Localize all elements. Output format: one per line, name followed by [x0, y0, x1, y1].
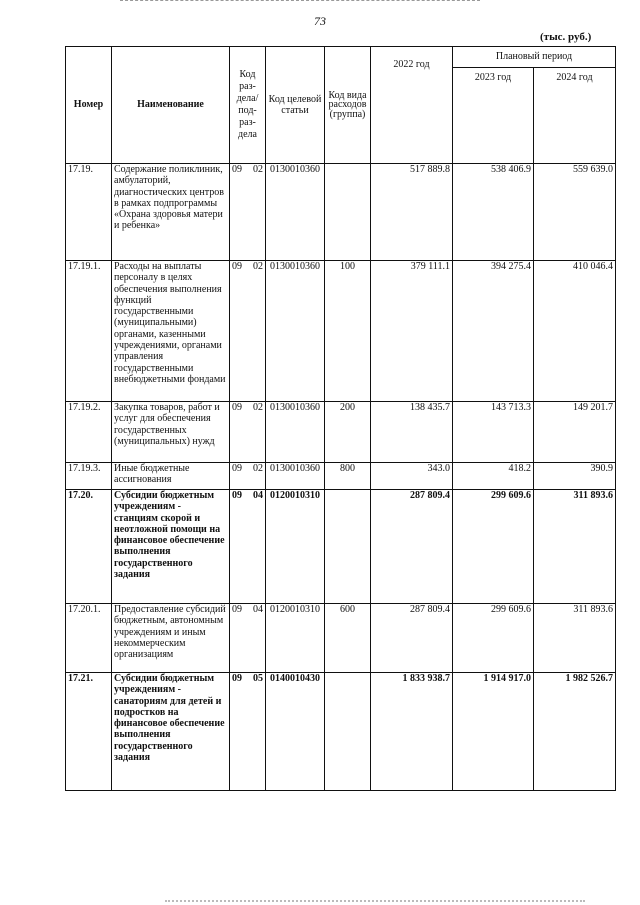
- row-expense-kind: [325, 164, 371, 261]
- row-target-code: 0130010360: [266, 402, 325, 463]
- row-section-code: [230, 164, 266, 261]
- row-number: 17.20.: [66, 490, 112, 604]
- row-name: Субсидии бюджетным учреждениям - санаториям для детей и подростков на финансовое обеспечение выполнения государственного задания: [112, 673, 230, 791]
- row-name: Содержание поликлиник, амбулаторий, диагностических центров в рамках подпрограммы «Охрана здоровья матери и ребенка»: [112, 164, 230, 261]
- row-2022-value: 287 809.4: [371, 604, 453, 673]
- table-row: [66, 261, 616, 402]
- row-2023-value: 299 609.6: [453, 604, 534, 673]
- table-row: [66, 673, 616, 791]
- row-2024-value: 410 046.4: [534, 261, 616, 402]
- row-name: Расходы на выплаты персоналу в целях обеспечения выполнения функций государственными (муниципальными) органами, казенными учреждениями, органами управления государственными внебюджетными фондами: [112, 261, 230, 402]
- row-2023-value: 143 713.3: [453, 402, 534, 463]
- row-expense-kind: [325, 673, 371, 791]
- row-section-code: [230, 673, 266, 791]
- section-code: 09: [232, 490, 242, 501]
- header-section-code: Код раз-дела/ под-раз-дела: [230, 47, 266, 164]
- row-2022-value: 287 809.4: [371, 490, 453, 604]
- section-code: 09: [232, 402, 242, 413]
- subsection-code: 04: [253, 604, 263, 615]
- row-2024-value: 311 893.6: [534, 604, 616, 673]
- row-2024-value: 390.9: [534, 463, 616, 490]
- row-2022-value: 517 889.8: [371, 164, 453, 261]
- header-target-code: Код целевой статьи: [266, 47, 325, 164]
- top-edge-line: [120, 0, 480, 1]
- section-code: 09: [232, 673, 242, 684]
- row-name: Предоставление субсидий бюджетным, автономным учреждениям и иным некоммерческим организациям: [112, 604, 230, 673]
- row-2023-value: 394 275.4: [453, 261, 534, 402]
- row-number: 17.19.: [66, 164, 112, 261]
- header-2024: 2024 год: [534, 68, 616, 164]
- section-code: 09: [232, 164, 242, 175]
- section-code: 09: [232, 261, 242, 272]
- table-row: [66, 164, 616, 261]
- header-2022: 2022 год: [371, 47, 453, 164]
- row-2023-value: 418.2: [453, 463, 534, 490]
- row-number: 17.21.: [66, 673, 112, 791]
- row-expense-kind: 600: [325, 604, 371, 673]
- row-name: Закупка товаров, работ и услуг для обеспечения государственных (муниципальных) нужд: [112, 402, 230, 463]
- row-target-code: 0120010310: [266, 490, 325, 604]
- row-2022-value: 379 111.1: [371, 261, 453, 402]
- row-2024-value: 559 639.0: [534, 164, 616, 261]
- table-row: [66, 490, 616, 604]
- table-row: [66, 604, 616, 673]
- row-number: 17.20.1.: [66, 604, 112, 673]
- row-name: Иные бюджетные ассигнования: [112, 463, 230, 490]
- row-2024-value: 311 893.6: [534, 490, 616, 604]
- row-expense-kind: 200: [325, 402, 371, 463]
- row-number: 17.19.1.: [66, 261, 112, 402]
- bottom-edge-line: [165, 900, 585, 902]
- budget-table: [65, 46, 616, 791]
- row-expense-kind: 800: [325, 463, 371, 490]
- row-section-code: [230, 463, 266, 490]
- row-expense-kind: 100: [325, 261, 371, 402]
- table-row: [66, 402, 616, 463]
- section-code: 09: [232, 463, 242, 474]
- subsection-code: 02: [253, 402, 263, 413]
- row-section-code: [230, 490, 266, 604]
- row-target-code: 0140010430: [266, 673, 325, 791]
- row-2022-value: 343.0: [371, 463, 453, 490]
- page-number: 73: [314, 14, 326, 28]
- subsection-code: 04: [253, 490, 263, 501]
- row-target-code: 0130010360: [266, 261, 325, 402]
- row-target-code: 0130010360: [266, 463, 325, 490]
- row-section-code: [230, 402, 266, 463]
- row-section-code: [230, 261, 266, 402]
- row-2022-value: 1 833 938.7: [371, 673, 453, 791]
- header-planning-period: Плановый период: [453, 47, 616, 68]
- row-2024-value: 1 982 526.7: [534, 673, 616, 791]
- header-expense-code: Код вида расходов (группа): [325, 47, 371, 164]
- row-section-code: [230, 604, 266, 673]
- table-row: [66, 463, 616, 490]
- subsection-code: 02: [253, 463, 263, 474]
- row-target-code: 0130010360: [266, 164, 325, 261]
- row-2024-value: 149 201.7: [534, 402, 616, 463]
- header-name: Наименование: [112, 47, 230, 164]
- row-number: 17.19.2.: [66, 402, 112, 463]
- row-2023-value: 299 609.6: [453, 490, 534, 604]
- subsection-code: 05: [253, 673, 263, 684]
- row-expense-kind: [325, 490, 371, 604]
- row-name: Субсидии бюджетным учреждениям - станциям скорой и неотложной помощи на финансовое обеспечение выполнения государственного задания: [112, 490, 230, 604]
- row-2023-value: 538 406.9: [453, 164, 534, 261]
- subsection-code: 02: [253, 164, 263, 175]
- units-label: (тыс. руб.): [540, 31, 592, 43]
- row-target-code: 0120010310: [266, 604, 325, 673]
- table-body: [66, 164, 616, 791]
- subsection-code: 02: [253, 261, 263, 272]
- header-number: Номер: [66, 47, 112, 164]
- section-code: 09: [232, 604, 242, 615]
- row-number: 17.19.3.: [66, 463, 112, 490]
- header-2023: 2023 год: [453, 68, 534, 164]
- row-2023-value: 1 914 917.0: [453, 673, 534, 791]
- row-2022-value: 138 435.7: [371, 402, 453, 463]
